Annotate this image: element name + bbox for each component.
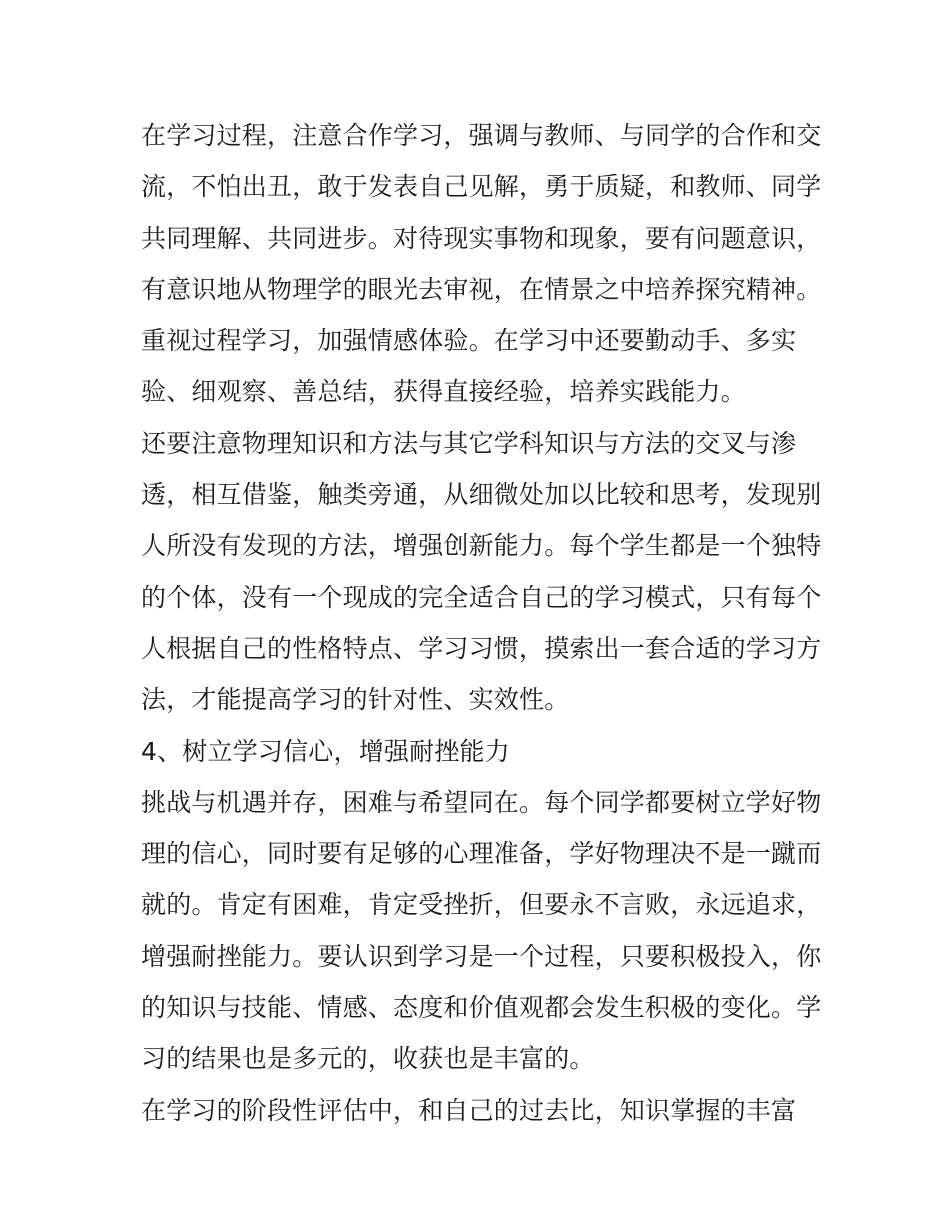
text-line: 的知识与技能、情感、态度和价值观都会发生积极的变化。学	[141, 993, 822, 1023]
text-line: 法，才能提高学习的针对性、实效性。	[141, 685, 570, 715]
text-line: 就的。肯定有困难，肯定受挫折，但要永不言败，永远追求，	[141, 890, 822, 920]
text-line: 的个体，没有一个现成的完全适合自己的学习模式，只有每个	[141, 582, 822, 612]
text-line: 人根据自己的性格特点、学习习惯，摸索出一套合适的学习方	[141, 633, 822, 663]
text-line: 有意识地从物理学的眼光去审视，在情景之中培养探究精神。	[141, 274, 822, 304]
text-line: 重视过程学习，加强情感体验。在学习中还要勤动手、多实	[141, 326, 797, 356]
text-line: 习的结果也是多元的，收获也是丰富的。	[141, 1044, 595, 1074]
text-line: 验、细观察、善总结，获得直接经验，培养实践能力。	[141, 377, 746, 407]
text-line: 还要注意物理知识和方法与其它学科知识与方法的交叉与渗	[141, 428, 797, 458]
document-body	[141, 110, 821, 1136]
text-line: 理的信心，同时要有足够的心理准备，学好物理决不是一蹴而	[141, 839, 822, 869]
section-heading: 4、树立学习信心，增强耐挫能力	[141, 736, 510, 766]
text-line: 在学习过程，注意合作学习，强调与教师、与同学的合作和交	[141, 121, 822, 150]
text-line: 透，相互借鉴，触类旁通，从细微处加以比较和思考，发现别	[141, 480, 822, 510]
text-line: 挑战与机遇并存，困难与希望同在。每个同学都要树立学好物	[141, 787, 822, 817]
text-line: 人所没有发现的方法，增强创新能力。每个学生都是一个独特	[141, 531, 822, 561]
text-line: 流，不怕出丑，敢于发表自己见解，勇于质疑，和教师、同学	[141, 172, 822, 202]
text-line: 增强耐挫能力。要认识到学习是一个过程，只要积极投入，你	[141, 941, 822, 971]
text-line: 共同理解、共同进步。对待现实事物和现象，要有问题意识，	[141, 223, 822, 253]
text-line: 在学习的阶段性评估中，和自己的过去比，知识掌握的丰富	[141, 1095, 797, 1125]
